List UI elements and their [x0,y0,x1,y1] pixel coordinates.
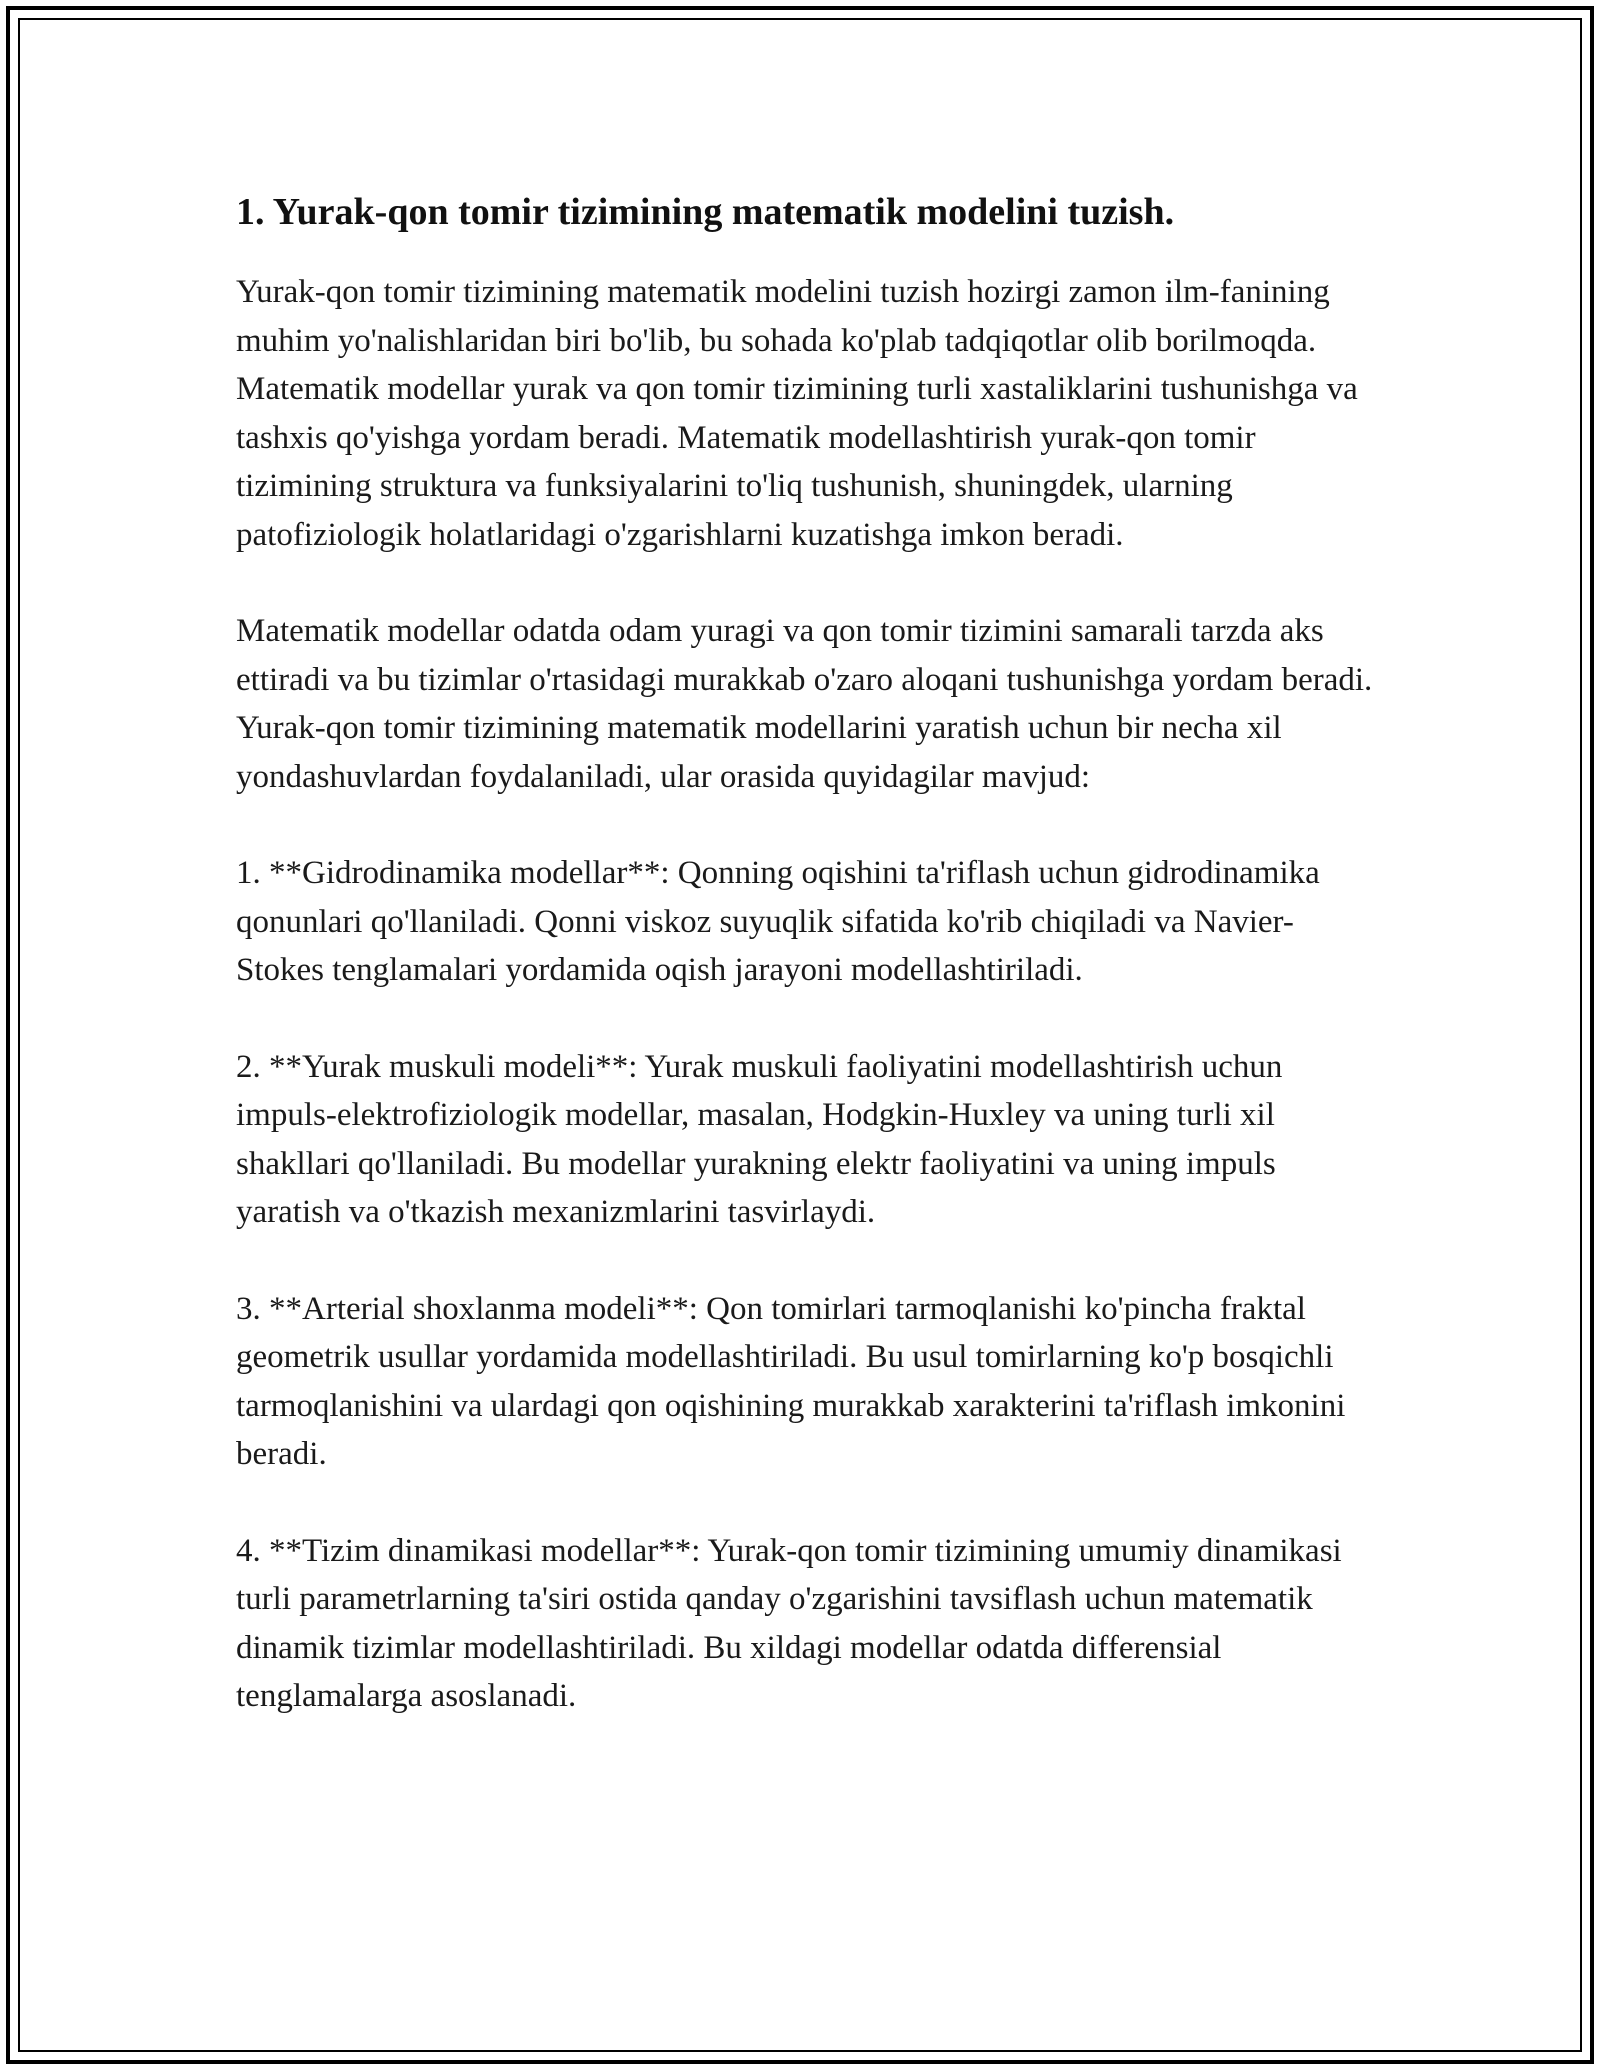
document-body [236,186,1376,1769]
list-item-system-dynamics: 4. **Tizim dinamikasi modellar**: Yurak-qon tomir tizimining umumiy dinamikasi turli parametrlarning ta'siri ostida qanday o'zgarishini tavsiflash uchun matematik dinamik tizimlar modellashtiriladi. Bu xildagi modellar odatda differensial tenglamalarga asoslanadi. [236,1532,1342,1714]
list-item-heart-muscle: 2. **Yurak muskuli modeli**: Yurak muskuli faoliyatini modellashtirish uchun impuls-elektrofiziologik modellar, masalan, Hodgkin-Huxley va uning turli xil shakllari qo'llaniladi. Bu modellar yurakning elektr faoliyatini va uning impuls yaratish va o'tkazish mexanizmlarini tasvirlaydi. [236,1048,1283,1230]
section-heading: 1. Yurak-qon tomir tizimining matematik modelini tuzish. [236,191,1175,233]
list-item-arterial-branching: 3. **Arterial shoxlanma modeli**: Qon tomirlari tarmoqlanishi ko'pincha fraktal geometrik usullar yordamida modellashtiriladi. Bu usul tomirlarning ko'p bosqichli tarmoqlanishini va ulardagi qon oqishining murakkab xarakterini ta'riflash imkonini beradi. [236,1290,1346,1472]
paragraph-intro: Yurak-qon tomir tizimining matematik modelini tuzish hozirgi zamon ilm-fanining muhim yo'nalishlaridan biri bo'lib, bu sohada ko'plab tadqiqotlar olib borilmoqda. Matematik modellar yurak va qon tomir tizimining turli xastaliklarini tushunishga va tashxis qo'yishga yordam beradi. Matematik modellashtirish yurak-qon tomir tizimining struktura va funksiyalarini to'liq tushunish, shuningdek, ularning patofiziologik holatlaridagi o'zgarishlarni kuzatishga imkon beradi. [236,274,1358,553]
paragraph-approaches: Matematik modellar odatda odam yuragi va qon tomir tizimini samarali tarzda aks ettiradi va bu tizimlar o'rtasidagi murakkab o'zaro aloqani tushunishga yordam beradi. Yurak-qon tomir tizimining matematik modellarini yaratish uchun bir necha xil yondashuvlardan foydalaniladi, ular orasida quyidagilar mavjud: [236,613,1373,795]
list-item-hydrodynamics: 1. **Gidrodinamika modellar**: Qonning oqishini ta'riflash uchun gidrodinamika qonunlari qo'llaniladi. Qonni viskoz suyuqlik sifatida ko'rib chiqiladi va Navier-Stokes tenglamalari yordamida oqish jarayoni modellashtiriladi. [236,855,1320,988]
